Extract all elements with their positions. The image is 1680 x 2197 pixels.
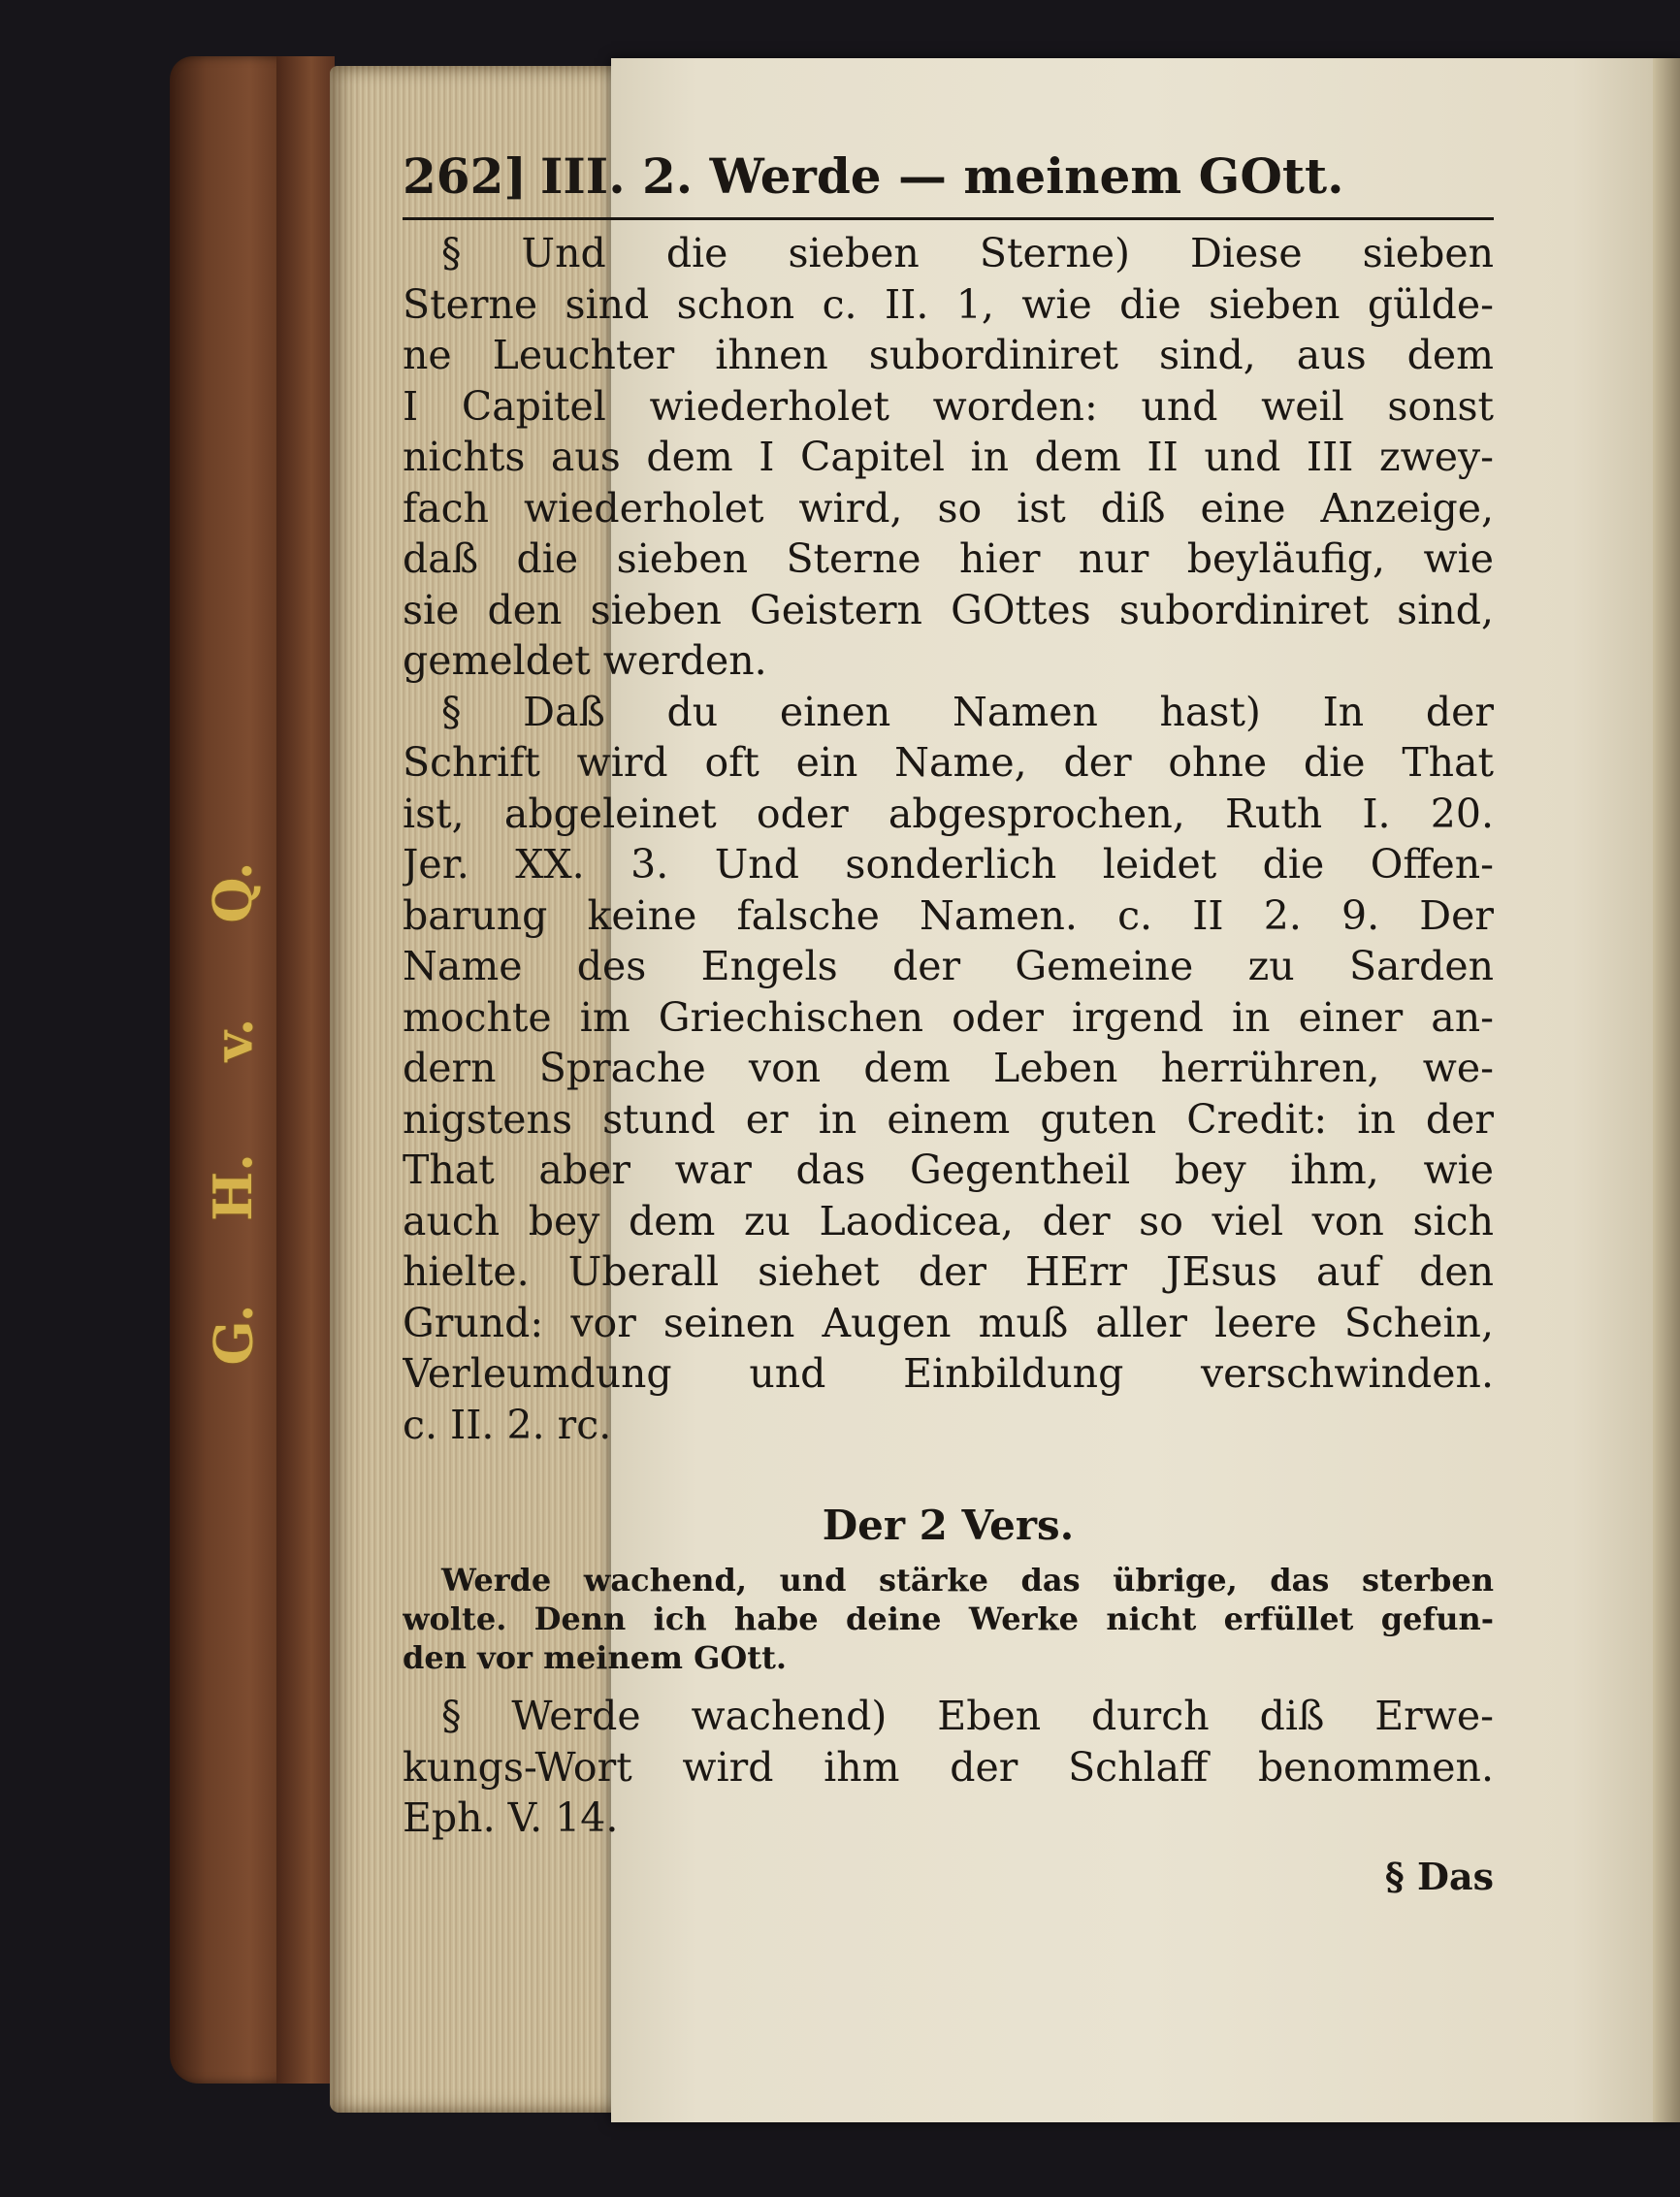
- page-gutter: [1653, 58, 1680, 2122]
- text-line: Name des Engels der Gemeine zu Sarden: [403, 943, 1494, 989]
- text-line: ist, abgeleinet oder abgesprochen, Ruth I. 20.: [403, 790, 1494, 837]
- verse-commentary: [403, 1691, 1494, 1844]
- text-line: hielte. Uberall siehet der HErr JEsus auf den: [403, 1248, 1494, 1295]
- verse-line: wolte. Denn ich habe deine Werke nicht erfüllet gefun-: [403, 1600, 1494, 1637]
- text-line: fach wiederholet wird, so ist diß eine Anzeige,: [403, 484, 1494, 532]
- text-line: Schrift wird oft ein Name, der ohne die That: [403, 739, 1494, 786]
- text-line: gemeldet werden.: [403, 637, 767, 684]
- text-line: § Werde wachend) Eben durch diß Erwe-: [441, 1693, 1494, 1739]
- text-line: I Capitel wiederholet worden: und weil sonst: [403, 382, 1494, 430]
- spine-letter: v.: [202, 1018, 264, 1062]
- spine-lettering: [179, 861, 286, 1366]
- text-line: Verleumdung und Einbildung verschwinden.: [403, 1350, 1494, 1397]
- running-title: III. 2. Werde — meinem GOtt.: [540, 147, 1344, 205]
- text-line: Jer. XX. 3. Und sonderlich leidet die Offen-: [403, 841, 1494, 888]
- spine-letter: G.: [202, 1304, 264, 1366]
- text-line: daß die sieben Sterne hier nur beyläufig, wie: [403, 535, 1494, 582]
- text-line: nigstens stund er in einem guten Credit: in der: [403, 1095, 1494, 1143]
- spine-joint: [276, 56, 335, 2084]
- text-line: kungs-Wort wird ihm der Schlaff benommen.: [403, 1743, 1494, 1791]
- text-line: § Daß du einen Namen hast) In der: [441, 688, 1494, 735]
- text-line: mochte im Griechischen oder irgend in einer an-: [403, 993, 1494, 1041]
- text-line: Eph. V. 14.: [403, 1794, 619, 1841]
- text-line: dern Sprache von dem Leben herrühren, we-: [403, 1045, 1494, 1091]
- text-line: barung keine falsche Namen. c. II 2. 9. Der: [403, 891, 1494, 939]
- paragraph-1: [403, 228, 1494, 687]
- spine-letter: H.: [201, 1153, 264, 1221]
- verse-heading: Der 2 Vers.: [822, 1502, 1075, 1549]
- text-line: auch bey dem zu Laodicea, der so viel von sich: [403, 1197, 1494, 1244]
- text-line: Grund: vor seinen Augen muß aller leere Schein,: [403, 1299, 1494, 1346]
- text-line: ne Leuchter ihnen subordiniret sind, aus dem: [403, 332, 1494, 378]
- text-line: c. II. 2. rc.: [403, 1401, 612, 1448]
- spine-letter: Q.: [202, 861, 264, 923]
- paragraph-2: [403, 687, 1494, 1451]
- verse-line: Werde wachend, und stärke das übrige, das sterben: [441, 1562, 1494, 1599]
- page-text: [403, 145, 1494, 1902]
- text-line: That aber war das Gegentheil bey ihm, wie: [403, 1147, 1494, 1193]
- verse-text: [403, 1561, 1494, 1677]
- text-line: nichts aus dem I Capitel in dem II und III zwey-: [403, 434, 1494, 480]
- page-number: 262]: [403, 147, 528, 205]
- running-header: [403, 145, 1494, 220]
- catchword: § Das: [1384, 1854, 1494, 1898]
- text-line: Sterne sind schon c. II. 1, wie die sieben gülde-: [403, 280, 1494, 328]
- text-line: § Und die sieben Sterne) Diese sieben: [441, 230, 1494, 276]
- verse-line: den vor meinem GOtt.: [403, 1639, 787, 1676]
- text-line: sie den sieben Geistern GOttes subordiniret sind,: [403, 586, 1494, 633]
